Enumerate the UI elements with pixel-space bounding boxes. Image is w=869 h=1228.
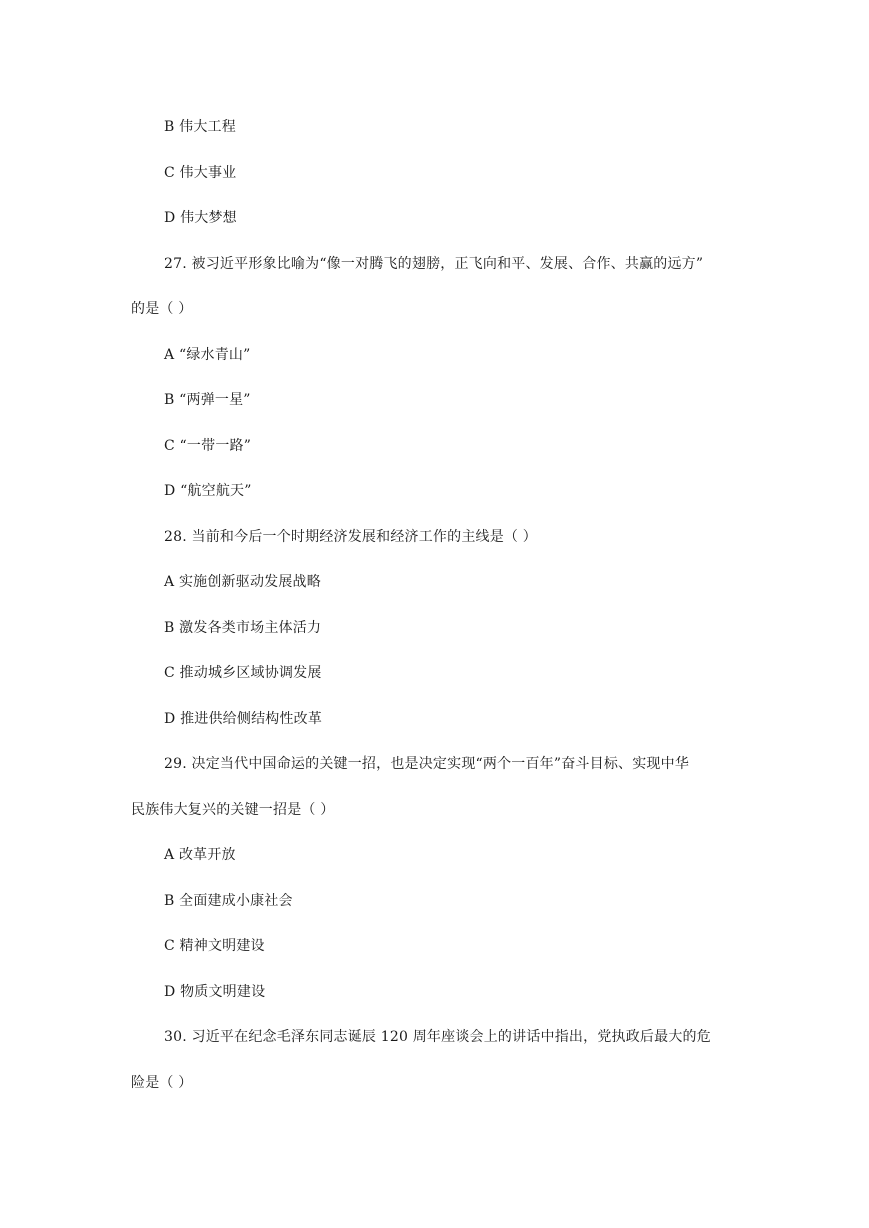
question-27-text: 27. 被习近平形象比喻为“像一对腾飞的翅膀，正飞向和平、发展、合作、共赢的远方” [164, 256, 704, 272]
option-line-a: A “绿水青山” [164, 347, 251, 363]
option-line-c: C “一带一路” [164, 438, 252, 454]
question-29-continuation: 民族伟大复兴的关键一招是（ ） [131, 802, 335, 818]
option-line-d: D 伟大梦想 [164, 210, 237, 226]
option-line-a: A 改革开放 [164, 847, 236, 863]
option-line-b: B 激发各类市场主体活力 [164, 620, 322, 636]
question-30-continuation: 险是（ ） [131, 1075, 193, 1091]
option-line-d: D 物质文明建设 [164, 984, 266, 1000]
question-28-text: 28. 当前和今后一个时期经济发展和经济工作的主线是（ ） [164, 529, 537, 545]
option-line-c: C 推动城乡区域协调发展 [164, 665, 322, 681]
option-line-d: D 推进供给侧结构性改革 [164, 711, 323, 727]
question-30-text: 30. 习近平在纪念毛泽东同志诞辰 120 周年座谈会上的讲话中指出，党执政后最大的危 [164, 1029, 711, 1045]
option-line-b: B 伟大工程 [164, 119, 236, 135]
option-line-a: A 实施创新驱动发展战略 [164, 574, 321, 590]
option-line-b: B 全面建成小康社会 [164, 893, 293, 909]
option-line-c: C 精神文明建设 [164, 938, 265, 954]
question-27-continuation: 的是（ ） [131, 301, 193, 317]
question-29-text: 29. 决定当代中国命运的关键一招，也是决定实现“两个一百年”奋斗目标、实现中华 [164, 756, 690, 772]
option-line-d: D “航空航天” [164, 483, 252, 499]
option-line-b: B “两弹一星” [164, 392, 251, 408]
option-line-c: C 伟大事业 [164, 165, 237, 181]
